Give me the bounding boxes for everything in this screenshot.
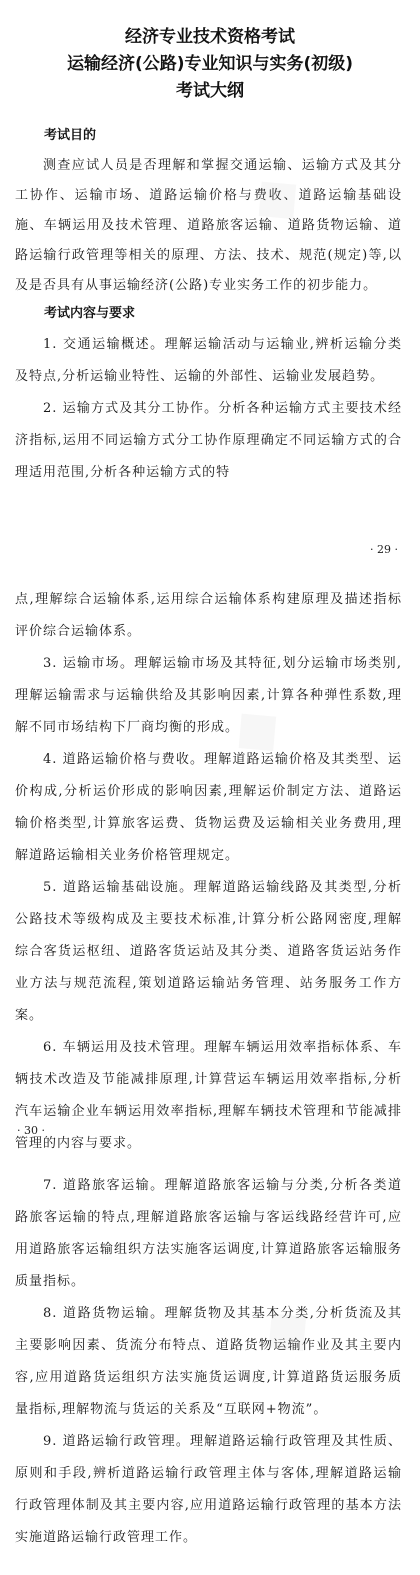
content-item-3: 3. 运输市场。理解运输市场及其特征,划分运输市场类别,理解运输需求与运输供给及其影响因素,计算各种弹性系数,理解不同市场结构下厂商均衡的形成。 — [15, 656, 402, 735]
watermark: ◆ — [211, 684, 298, 774]
content-item-4: 4. 道路运输价格与费收。理解道路运输价格及其类型、运价构成,分析运价形成的影响因素,理解运价制定方法、道路运输价格类型,计算旅客运费、货物运费及运输相关业务费用,理解道路运输相关业务价格管理规定。 — [15, 752, 402, 863]
content-item-6: 6. 车辆运用及技术管理。理解车辆运用效率指标体系、车辆技术改造及节能减排原理,计算营运车辆运用效率指标,分析汽车运输企业车辆运用效率指标,理解车辆技术管理和节能减排管理的内容与要求。 — [15, 1040, 402, 1151]
page-number-30: · 30 · — [17, 1124, 45, 1137]
title-line-1: 经济专业技术资格考试 — [125, 27, 295, 47]
page-number-29: · 29 · — [370, 543, 398, 556]
content-item-2-part-1: 2. 运输方式及其分工协作。分析各种运输方式主要技术经济指标,运用不同运输方式分工协作原理确定不同运输方式的合理适用范围,分析各种运输方式的特 — [15, 401, 402, 480]
heading-exam-purpose: 考试目的 — [44, 128, 97, 143]
content-item-5: 5. 道路运输基础设施。理解道路运输线路及其类型,分析公路技术等级构成及主要技术标准,计算分析公路网密度,理解综合客货运枢纽、道路客货运站及其分类、道路客货运站务作业方法与规范流程,策划道路运输站务管理、站务服务工作方案。 — [15, 880, 402, 1023]
document-title — [0, 0, 420, 105]
purpose-paragraph: 测查应试人员是否理解和掌握交通运输、运输方式及其分工协作、运输市场、道路运输价格与费收、道路运输基础设施、车辆运用及技术管理、道路旅客运输、道路货物运输、道路运输行政管理等相关的原理、方法、技术、规范(规定)等,以及是否具有从事运输经济(公路)专业实务工作的初步能力。 — [15, 158, 402, 293]
watermark: ◆ — [231, 152, 318, 242]
title-line-2: 运输经济(公路)专业知识与实务(初级) — [66, 54, 354, 74]
heading-exam-content: 考试内容与要求 — [44, 306, 136, 321]
content-item-1: 1. 交通运输概述。理解运输活动与运输业,辨析运输分类及特点,分析运输业特性、运输的外部性、运输业发展趋势。 — [15, 337, 402, 384]
content-item-7: 7. 道路旅客运输。理解道路旅客运输与分类,分析各类道路旅客运输的特点,理解道路旅客运输与客运线路经营许可,应用道路旅客运输组织方法实施客运调度,计算道路旅客运输服务质量指标。 — [15, 1178, 402, 1289]
page-31 — [0, 1152, 420, 1575]
title-line-3: 考试大纲 — [176, 81, 244, 101]
content-item-9: 9. 道路运输行政管理。理解道路运输行政管理及其性质、原则和手段,辨析道路运输行政管理主体与客体,理解道路运输行政管理体制及其主要内容,应用道路运输行政管理的基本方法实施道路运输行政管理工作。 — [15, 1434, 402, 1545]
content-item-2-part-2: 点,理解综合运输体系,运用综合运输体系构建原理及描述指标评价综合运输体系。 — [15, 592, 402, 639]
page-30 — [0, 572, 420, 1152]
content-item-8: 8. 道路货物运输。理解货物及其基本分类,分析货流及其主要影响因素、货流分布特点、道路货物运输作业及其主要内容,应用道路货运组织方法实施货运调度,计算道路货运服务质量指标,理解物流与货运的关系及“互联网+物流”。 — [15, 1306, 402, 1417]
watermark: ◆ — [241, 1284, 328, 1374]
page-29 — [0, 0, 420, 572]
